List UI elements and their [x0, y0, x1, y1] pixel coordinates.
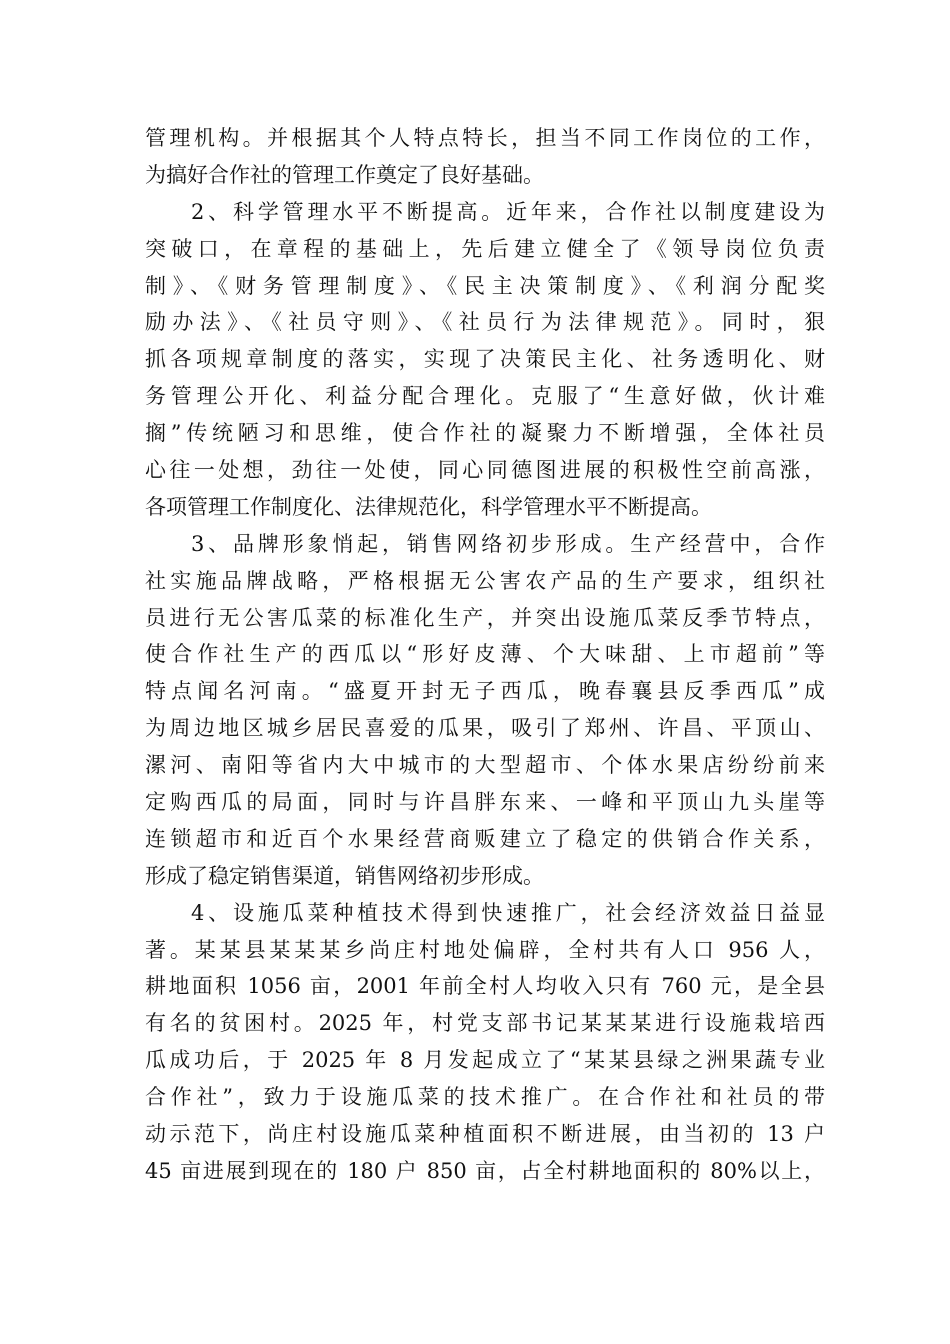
paragraph-start-line: 3、品牌形象悄起，销售网络初步形成。生产经营中，合作 [191, 531, 825, 556]
paragraph-start-line: 4、设施瓜菜种植技术得到快速推广，社会经济效益日益显 [191, 900, 825, 925]
text-line: 抓各项规章制度的落实，实现了决策民主化、社务透明化、财 [145, 347, 825, 372]
text-line: 为周边地区城乡居民喜爱的瓜果，吸引了郑州、许昌、平顶山、 [145, 716, 825, 741]
text-line: 管理机构。并根据其个人特点特长，担当不同工作岗位的工作， [145, 126, 825, 150]
text-line: 突破口，在章程的基础上，先后建立健全了《领导岗位负责 [145, 236, 825, 261]
text-line: 合作社”，致力于设施瓜菜的技术推广。在合作社和社员的带 [145, 1085, 825, 1110]
text-line: 著。某某县某某某乡尚庄村地处偏辟，全村共有人口 956 人， [145, 937, 825, 962]
text-line: 制》、《财务管理制度》、《民主决策制度》、《利润分配奖 [145, 273, 825, 298]
text-line: 耕地面积 1056 亩，2001 年前全村人均收入只有 760 元，是全县 [145, 974, 826, 999]
text-line: 连锁超市和近百个水果经营商贩建立了稳定的供销合作关系， [145, 826, 825, 851]
text-line: 使合作社生产的西瓜以“形好皮薄、个大味甜、上市超前”等 [145, 642, 825, 667]
text-line: 各项管理工作制度化、法律规范化，科学管理水平不断提高。 [145, 494, 712, 519]
text-line: 务管理公开化、利益分配合理化。克服了“生意好做，伙计难 [145, 384, 825, 409]
text-line: 搁”传统陋习和思维，使合作社的凝聚力不断增强，全体社员 [145, 421, 825, 446]
text-line: 瓜成功后，于 2025 年 8 月发起成立了“某某县绿之洲果蔬专业 [145, 1048, 825, 1073]
text-line: 社实施品牌战略，严格根据无公害农产品的生产要求，组织社 [145, 568, 825, 593]
text-line: 形成了稳定销售渠道，销售网络初步形成。 [145, 863, 544, 888]
text-line: 员进行无公害瓜菜的标准化生产，并突出设施瓜菜反季节特点， [145, 605, 825, 630]
text-line: 漯河、南阳等省内大中城市的大型超市、个体水果店纷纷前来 [145, 753, 825, 778]
text-line: 为搞好合作社的管理工作奠定了良好基础。 [145, 162, 544, 187]
text-line: 有名的贫困村。2025 年，村党支部书记某某某进行设施栽培西 [145, 1011, 825, 1036]
text-line: 定购西瓜的局面，同时与许昌胖东来、一峰和平顶山九头崖等 [145, 790, 825, 815]
text-line: 励办法》、《社员守则》、《社员行为法律规范》。同时，狠 [145, 310, 825, 335]
text-line: 45 亩进展到现在的 180 户 850 亩，占全村耕地面积的 80%以上， [145, 1158, 825, 1183]
text-line: 动示范下，尚庄村设施瓜菜种植面积不断进展，由当初的 13 户 [145, 1122, 825, 1147]
document-body [145, 120, 825, 1190]
text-line: 特点闻名河南。“盛夏开封无子西瓜，晚春襄县反季西瓜”成 [145, 679, 825, 704]
paragraph-start-line: 2、科学管理水平不断提高。近年来，合作社以制度建设为 [191, 199, 825, 224]
text-line: 心往一处想，劲往一处使，同心同德图进展的积极性空前高涨， [145, 458, 825, 483]
